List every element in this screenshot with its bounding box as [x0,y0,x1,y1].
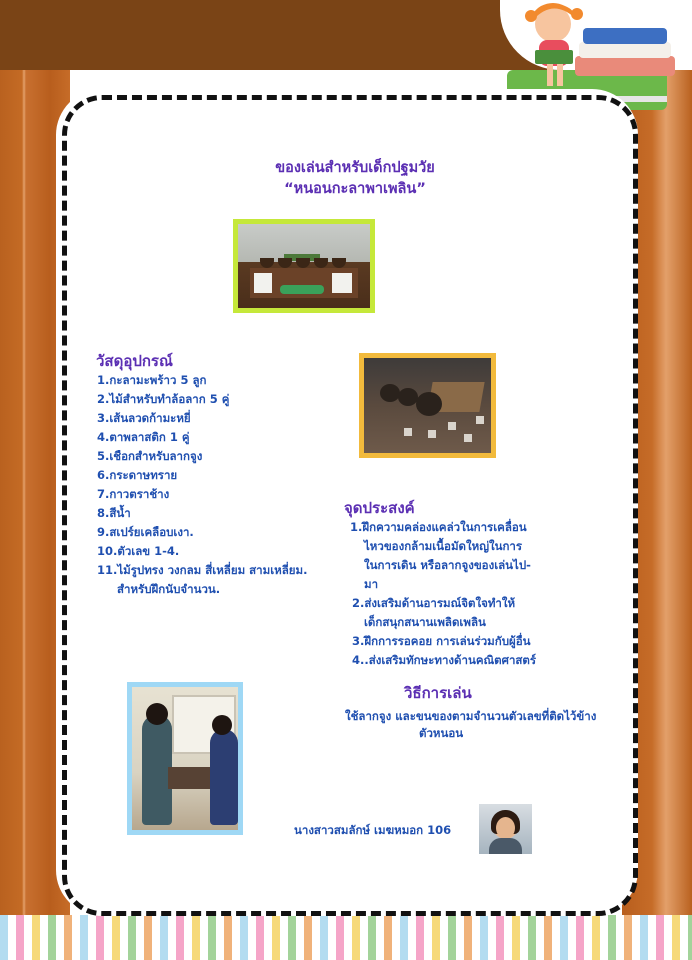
list-item: สำหรับฝึกนับจำนวน. [117,582,221,596]
list-item: 8.สีน้ำ [97,506,131,520]
list-item: มา [364,577,379,591]
list-item: 10.ตัวเลข 1-4. [97,544,180,558]
list-item: 3.ฝึกการรอคอย การเล่นร่วมกับผู้อื่น [352,634,531,648]
howto-heading: วิธีการเล่น [404,684,472,702]
page-title-line2: “หนอนกะลาพาเพลิน” [284,181,426,197]
list-item: 9.สเปร์ยเคลือบเงา. [97,525,194,539]
list-item: 4..ส่งเสริมทักษะทางด้านคณิตศาสตร์ [352,653,537,667]
list-item: เด็กสนุกสนานเพลิดเพลิน [364,615,486,629]
list-item: 6.กระดาษทราย [97,468,178,482]
list-item: ไหวของกล้ามเนื้อมัดใหญ่ในการ [364,539,523,553]
materials-heading: วัสดุอุปกรณ์ [96,352,173,370]
list-item: 4.ตาพลาสติก 1 คู่ [97,430,190,444]
list-item: 2.ไม้สำหรับทำล้อลาก 5 คู่ [97,392,230,406]
page-title-line1: ของเล่นสำหรับเด็กปฐมวัย [275,160,435,176]
list-item: 5.เชือกสำหรับลากจูง [97,449,203,463]
objectives-heading: จุดประสงค์ [344,499,415,517]
list-item: 1.ฝึกความคล่องแคล่วในการเคลื่อน [350,520,527,534]
list-item: 11.ไม้รูปทรง วงกลม สี่เหลี่ยม สามเหลี่ยม. [97,563,308,577]
list-item: 2.ส่งเสริมด้านอารมณ์จิตใจทำให้ [352,596,516,610]
background-left-wood [0,70,70,920]
objectives-list [350,518,536,670]
author-name: นางสาวสมลักษ์ เมฆหมอก 106 [294,823,452,837]
howto-text-line1: ใช้ลากจูง และขนของตามจำนวนตัวเลขที่ติดไว้ข้าง [345,709,597,723]
background-bottom-stripes [0,915,692,960]
list-item: 7.กาวตราช้าง [97,487,170,501]
caterpillar-toy-photo [233,219,375,313]
materials-list [97,371,307,599]
list-item: 3.เส้นลวดก้ามะหยี่ [97,411,191,425]
list-item: 1.กะลามะพร้าว 5 ลูก [97,373,207,387]
demonstration-photo [127,682,243,835]
howto-text-line2: ตัวหนอน [419,726,464,740]
author-portrait [479,804,532,854]
toy-with-blocks-photo [359,353,496,458]
list-item: ในการเดิน หรือลากจูงของเล่นไป- [364,558,531,572]
